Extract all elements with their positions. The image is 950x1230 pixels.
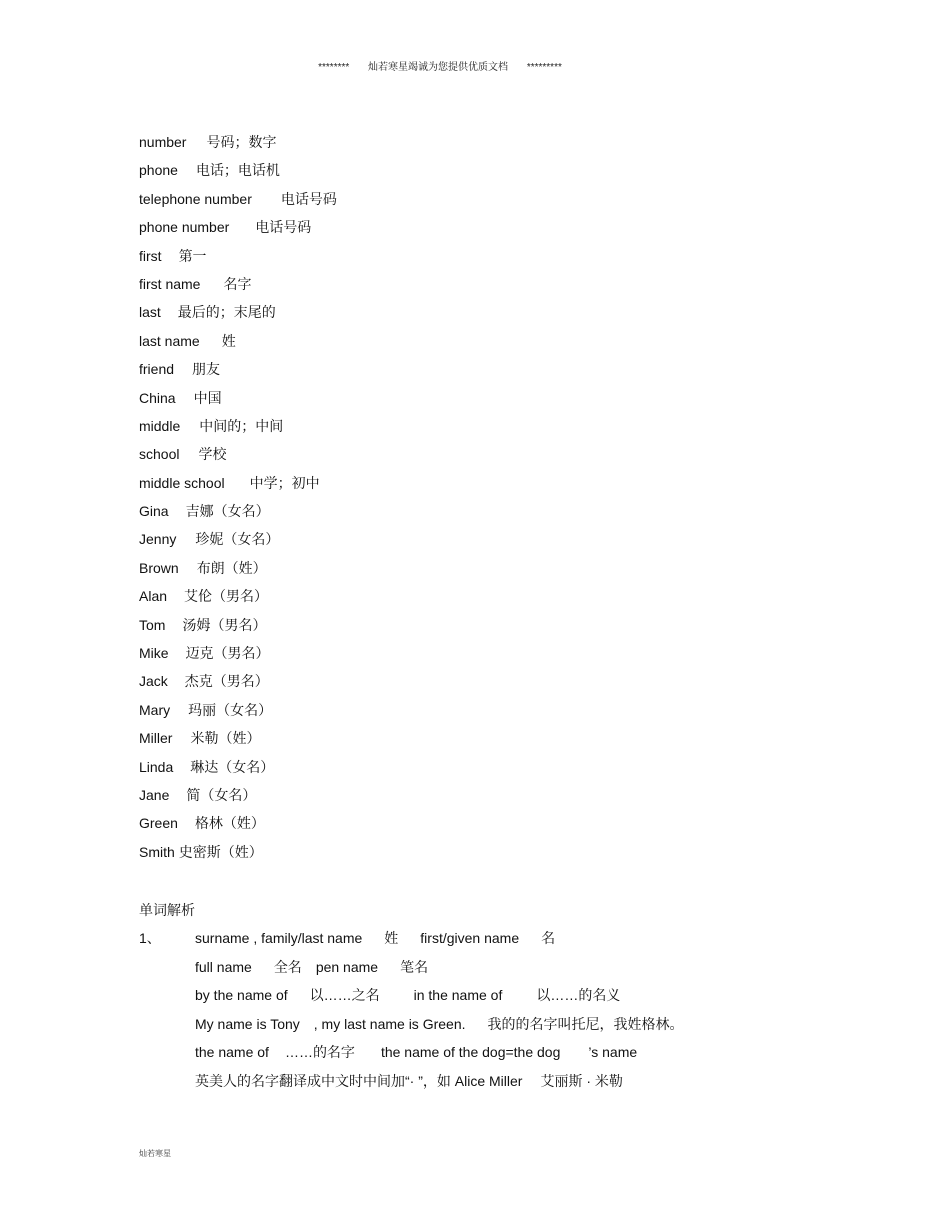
vocab-item [139,784,337,812]
vocab-item [139,756,337,784]
note-text: the name of the dog=the dog [380,1044,561,1060]
vocab-chinese: 杰克（男名） [184,673,269,690]
vocab-item [139,415,337,443]
vocab-chinese: 朋友 [192,361,221,378]
vocab-english: phone number [139,219,230,236]
header-left-stars: ******** [318,62,350,73]
vocab-chinese: 史密斯（姓） [178,843,263,860]
vocab-english: Smith [139,843,175,860]
vocab-item [139,159,337,187]
note-text: in the name of [413,987,503,1003]
vocab-english: Alan [139,588,168,605]
vocab-chinese: 最后的；末尾的 [177,304,276,321]
vocab-english: last name [139,332,200,349]
note-text: 以……之名 [309,987,380,1003]
vocab-chinese: 玛丽（女名） [188,701,273,718]
vocab-chinese: 中国 [193,389,222,406]
header-right-stars: ********* [526,62,562,73]
vocab-english: first name [139,275,201,292]
vocab-english: phone [139,162,178,179]
note-text: surname , family/last name [195,930,363,946]
vocab-item [139,812,337,840]
vocab-item [139,500,337,528]
note-text: 艾丽斯 · 米勒 [540,1072,623,1089]
vocab-chinese: 学校 [198,446,227,463]
vocab-item [139,614,337,642]
vocab-chinese: 迈克（男名） [185,645,270,662]
vocab-chinese: 姓 [221,332,236,349]
note-text: first/given name [420,930,520,946]
vocab-chinese: 吉娜（女名） [185,503,270,520]
vocab-english: telephone number [139,190,252,207]
vocab-english: Mike [139,645,169,662]
vocab-english: Mary [139,701,171,718]
vocab-chinese: 琳达（女名） [190,758,275,775]
vocab-item [139,528,337,556]
note-text: 英美人的名字翻译成中文时中间加“· ”，如 Alice Miller [195,1072,523,1089]
vocab-chinese: 第一 [178,247,207,264]
vocab-english: middle school [139,474,225,491]
vocab-chinese: 电话号码 [280,190,337,207]
vocab-chinese: 简（女名） [186,786,257,803]
note-line [195,927,684,956]
vocab-item [139,557,337,585]
vocab-chinese: 中间的；中间 [199,417,284,434]
vocab-item [139,131,337,159]
vocabulary-list [139,131,337,869]
page-footer: 灿若寒星 [139,1149,171,1158]
vocab-chinese: 电话；电话机 [195,162,280,179]
vocab-english: Jenny [139,531,177,548]
note-text: the name of [195,1044,269,1060]
vocab-chinese: 中学；初中 [249,474,320,491]
vocab-english: Jack [139,673,168,690]
vocab-english: school [139,446,180,463]
vocab-item [139,443,337,471]
vocab-item [139,699,337,727]
vocab-item [139,216,337,244]
vocab-item [139,245,337,273]
vocab-item [139,330,337,358]
note-text: 我的的名字叫托尼，我姓格林。 [487,1015,684,1032]
vocab-item [139,273,337,301]
vocab-chinese: 米勒（姓） [190,730,261,747]
vocab-item [139,387,337,415]
vocab-item [139,585,337,613]
analysis-notes [195,927,684,1098]
section-title: 单词解析 [139,902,195,918]
vocab-item [139,670,337,698]
vocab-item [139,642,337,670]
note-text: 姓 [384,930,399,946]
item-number: 1、 [139,930,161,946]
page-header [0,58,880,73]
vocab-english: Gina [139,503,169,520]
note-line [195,1070,684,1099]
vocab-english: last [139,304,161,321]
note-text: , my last name is Green. [313,1015,466,1032]
vocab-english: Linda [139,758,174,775]
vocab-english: China [139,389,176,406]
vocab-english: first [139,247,162,264]
note-line [195,984,684,1013]
vocab-english: Miller [139,730,173,747]
vocab-chinese: 名字 [223,275,252,292]
vocab-chinese: 号码；数字 [206,134,277,150]
note-text: pen name [315,958,379,975]
vocab-chinese: 艾伦（男名） [184,588,269,605]
note-text: 以……的名义 [536,987,621,1003]
vocab-english: Green [139,815,178,832]
note-line [195,1013,684,1042]
vocab-chinese: 汤姆（男名） [182,616,267,633]
note-text: ’s name [588,1044,638,1060]
vocab-chinese: 格林（姓） [194,815,265,832]
vocab-item [139,188,337,216]
header-title: 灿若寒星竭诚为您提供优质文档 [368,62,509,73]
vocab-chinese: 电话号码 [255,219,312,236]
vocab-item [139,841,337,869]
note-text: by the name of [195,987,288,1003]
vocab-chinese: 珍妮（女名） [195,531,280,548]
vocab-english: friend [139,361,175,378]
note-text: 笔名 [400,958,429,975]
vocab-item [139,358,337,386]
vocab-item [139,727,337,755]
vocab-english: Brown [139,559,179,576]
vocab-english: middle [139,417,181,434]
note-text: full name [195,958,252,975]
vocab-english: number [139,134,187,150]
note-text: 名 [541,930,556,946]
note-line [195,1041,684,1070]
note-line [195,956,684,985]
vocab-item [139,472,337,500]
vocab-chinese: 布朗（姓） [196,559,267,576]
note-text: My name is Tony [195,1015,300,1032]
vocab-english: Tom [139,616,166,633]
note-text: ……的名字 [284,1044,355,1060]
note-text: 全名 [273,958,302,975]
vocab-item [139,301,337,329]
vocab-english: Jane [139,786,170,803]
